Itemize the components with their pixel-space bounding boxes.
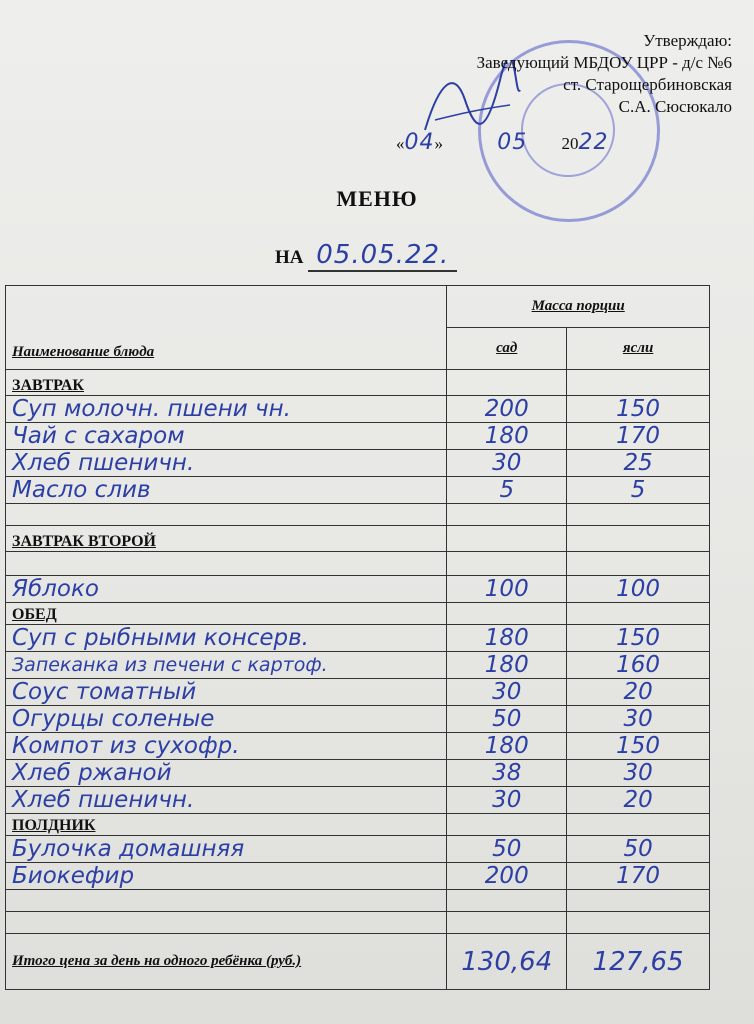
total-sad: 130,64 bbox=[447, 934, 567, 990]
table-row bbox=[6, 706, 710, 733]
col-header-mass: Масса порции bbox=[447, 286, 710, 328]
qty-sad: 30 bbox=[447, 787, 567, 814]
approval-block bbox=[477, 30, 732, 118]
table-row bbox=[6, 679, 710, 706]
page-title: МЕНЮ bbox=[336, 186, 418, 211]
approval-line-3: ст. Старощербиновская bbox=[563, 75, 732, 94]
dish-name: Суп с рыбными консерв. bbox=[6, 625, 447, 652]
section-second-breakfast: ЗАВТРАК ВТОРОЙ bbox=[6, 526, 447, 552]
table-row bbox=[6, 396, 710, 423]
menu-table bbox=[5, 285, 710, 990]
qty-yasli: 50 bbox=[567, 836, 710, 863]
qty-sad: 50 bbox=[447, 706, 567, 733]
approval-date-month: 05 bbox=[497, 130, 528, 155]
qty-yasli: 100 bbox=[567, 576, 710, 603]
qty-yasli: 160 bbox=[567, 652, 710, 679]
qty-sad: 30 bbox=[447, 679, 567, 706]
dish-name: Хлеб пшеничн. bbox=[6, 787, 447, 814]
approval-date-year: 22 bbox=[578, 130, 609, 155]
approval-date-year-prefix: 20 bbox=[561, 134, 579, 153]
qty-yasli: 25 bbox=[567, 450, 710, 477]
table-row bbox=[6, 450, 710, 477]
dish-name: Запеканка из печени с картоф. bbox=[6, 652, 447, 679]
qty-sad: 30 bbox=[447, 450, 567, 477]
table-row bbox=[6, 863, 710, 890]
approval-line-4: С.А. Сюсюкало bbox=[618, 97, 732, 116]
section-afternoon-snack: ПОЛДНИК bbox=[6, 814, 447, 836]
qty-yasli: 170 bbox=[567, 423, 710, 450]
qty-sad: 38 bbox=[447, 760, 567, 787]
qty-sad: 5 bbox=[447, 477, 567, 504]
qty-yasli: 5 bbox=[567, 477, 710, 504]
qty-sad: 100 bbox=[447, 576, 567, 603]
col-header-dish: Наименование блюда bbox=[6, 286, 447, 370]
dish-name: Булочка домашняя bbox=[6, 836, 447, 863]
table-row bbox=[6, 477, 710, 504]
approval-line-1: Утверждаю: bbox=[643, 31, 732, 50]
qty-sad: 50 bbox=[447, 836, 567, 863]
dish-name: Масло слив bbox=[6, 477, 447, 504]
dish-name: Суп молочн. пшени чн. bbox=[6, 396, 447, 423]
menu-date-line bbox=[275, 240, 457, 270]
menu-date-label: НА bbox=[275, 247, 304, 268]
table-row bbox=[6, 423, 710, 450]
col-header-yasli: ясли bbox=[567, 328, 710, 370]
dish-name: Яблоко bbox=[6, 576, 447, 603]
section-breakfast: ЗАВТРАК bbox=[6, 370, 447, 396]
dish-name: Хлеб пшеничн. bbox=[6, 450, 447, 477]
qty-yasli: 150 bbox=[567, 625, 710, 652]
qty-yasli: 30 bbox=[567, 760, 710, 787]
dish-name: Компот из сухофр. bbox=[6, 733, 447, 760]
total-row bbox=[6, 934, 710, 990]
table-row bbox=[6, 733, 710, 760]
total-yasli: 127,65 bbox=[567, 934, 710, 990]
qty-sad: 180 bbox=[447, 733, 567, 760]
qty-yasli: 150 bbox=[567, 396, 710, 423]
dish-name: Соус томатный bbox=[6, 679, 447, 706]
qty-yasli: 150 bbox=[567, 733, 710, 760]
dish-name: Огурцы соленые bbox=[6, 706, 447, 733]
table-row bbox=[6, 760, 710, 787]
qty-yasli: 20 bbox=[567, 787, 710, 814]
menu-date: 05.05.22. bbox=[308, 240, 457, 272]
qty-yasli: 170 bbox=[567, 863, 710, 890]
total-label: Итого цена за день на одного ребёнка (руб.) bbox=[6, 934, 447, 990]
table-row bbox=[6, 787, 710, 814]
table-row bbox=[6, 652, 710, 679]
qty-sad: 200 bbox=[447, 396, 567, 423]
section-lunch: ОБЕД bbox=[6, 603, 447, 625]
dish-name: Биокефир bbox=[6, 863, 447, 890]
dish-name: Чай с сахаром bbox=[6, 423, 447, 450]
table-row bbox=[6, 836, 710, 863]
col-header-sad: сад bbox=[447, 328, 567, 370]
qty-yasli: 30 bbox=[567, 706, 710, 733]
table-row bbox=[6, 576, 710, 603]
approval-date: «04» 05 2022 bbox=[396, 130, 609, 155]
approval-date-day: 04 bbox=[404, 130, 435, 155]
qty-sad: 180 bbox=[447, 423, 567, 450]
dish-name: Хлеб ржаной bbox=[6, 760, 447, 787]
qty-sad: 200 bbox=[447, 863, 567, 890]
qty-yasli: 20 bbox=[567, 679, 710, 706]
qty-sad: 180 bbox=[447, 625, 567, 652]
qty-sad: 180 bbox=[447, 652, 567, 679]
approval-line-2: Заведующий МБДОУ ЦРР - д/с №6 bbox=[476, 53, 732, 72]
table-row bbox=[6, 625, 710, 652]
